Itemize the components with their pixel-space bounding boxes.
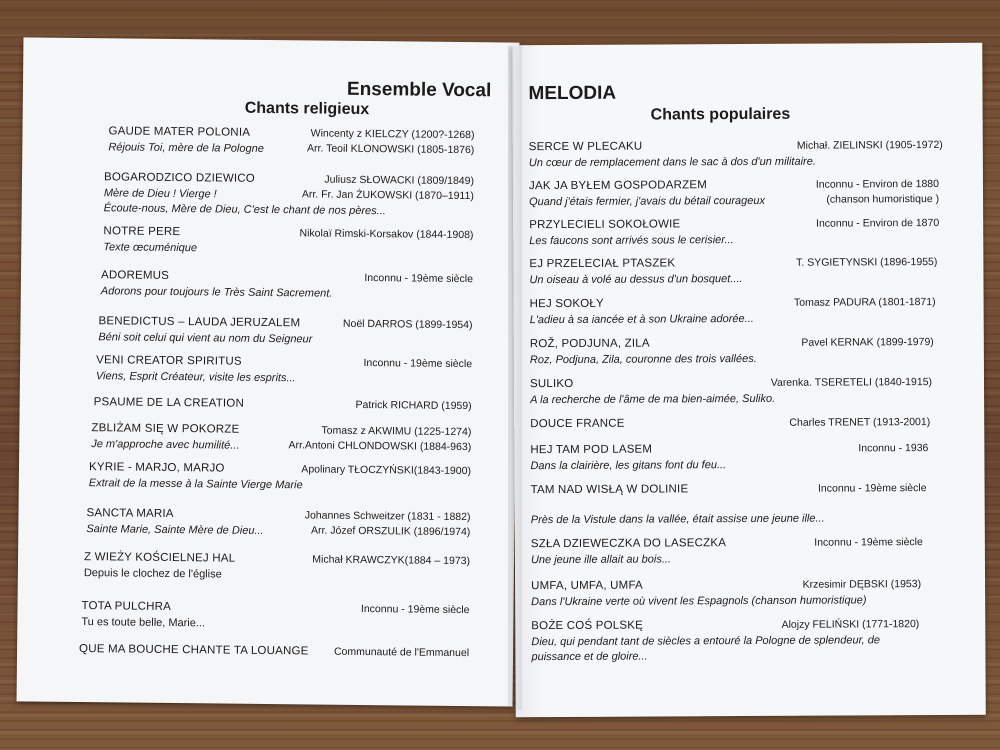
program-entry <box>530 415 931 431</box>
song-composer: Michał. ZIELINSKI (1905-1972) <box>796 138 943 152</box>
song-description: Extrait de la messe à la Sainte Vierge Marie <box>88 477 303 492</box>
song-description: Je m'approche avec humilité... <box>91 438 240 452</box>
program-entry <box>93 395 472 413</box>
song-description: A la recherche de l'âme de ma bien-aimée, Suliko. <box>530 392 776 407</box>
program-entry <box>529 216 940 248</box>
section-title: Chants religieux <box>244 99 370 119</box>
program-entry <box>530 511 925 527</box>
song-title: SZŁA DZIEWECZKA DO LASECZKA <box>530 537 727 551</box>
program-entry <box>88 460 472 492</box>
song-composer: Charles TRENET (1913-2001) <box>789 416 931 429</box>
song-composer: T. SYGIETYNSKI (1896-1955) <box>796 256 938 269</box>
program-entry <box>86 506 471 539</box>
song-composer: Pavel KERNAK (1899-1979) <box>801 336 934 349</box>
song-description: Texte œcuménique <box>103 241 198 255</box>
song-composer: Inconnu - 19ème siècle <box>363 357 473 371</box>
right-page <box>512 43 986 717</box>
song-arranger: Arr.Antoni CHLONDOWSKI (1884-963) <box>288 439 472 454</box>
song-description: Roz, Podjuna, Zila, couronne des trois vallées. <box>529 352 757 367</box>
song-composer: Tomasz PADURA (1801-1871) <box>793 296 936 309</box>
song-composer: Inconnu - 19ème siècle <box>814 536 923 549</box>
song-description: Dans la clairière, les gitans font du feu... <box>530 459 727 473</box>
song-composer: Inconnu - 19ème siècle <box>364 272 474 286</box>
song-description: Les faucons sont arrivés sous le cerisier... <box>529 234 734 248</box>
song-description: Béni soit celui qui vient au nom du Seigneur <box>98 331 313 346</box>
program-entry <box>528 177 940 209</box>
program-entry <box>531 577 922 609</box>
program-entry <box>530 481 927 497</box>
program-list-religious <box>17 37 520 706</box>
song-title: ROŽ, PODJUNA, ZILA <box>529 337 650 351</box>
program-entry <box>529 335 934 367</box>
page-title: Ensemble Vocal <box>346 78 492 102</box>
song-description: Mère de Dieu ! Vierge ! <box>103 187 217 201</box>
song-composer: Varenka. TSERETELI (1840-1915) <box>770 376 933 389</box>
song-description: Sainte Marie, Sainte Mère de Dieu... <box>86 523 264 537</box>
song-composer: Wincenty z KIELCZY (1200?-1268) <box>310 127 475 142</box>
song-arranger: (chanson humoristique ) <box>826 193 940 206</box>
song-title: HEJ TAM POD LASEM <box>530 443 653 457</box>
song-title: TAM NAD WISŁĄ W DOLINIE <box>530 483 689 497</box>
song-title: SERCE W PLECAKU <box>528 140 643 154</box>
song-title: QUE MA BOUCHE CHANTE TA LOUANGE <box>79 643 309 658</box>
program-entry <box>108 124 475 157</box>
program-entry <box>79 642 470 660</box>
song-composer: Apolinary TŁOCZYŃSKI(1843-1900) <box>301 463 472 478</box>
song-composer: Nikolaï Rimski-Korsakov (1844-1908) <box>299 227 474 242</box>
program-entry <box>530 441 929 473</box>
song-title: GAUDE MATER POLONIA <box>108 125 251 139</box>
song-title: ADOREMUS <box>100 269 170 282</box>
song-description: Un cœur de remplacement dans le sac à dos d'un militaire. <box>528 155 816 170</box>
song-title: ZBLIŻAM SIĘ W POKORZE <box>91 422 240 436</box>
song-arranger: Arr. Teoil KLONOWSKI (1805-1876) <box>306 142 475 157</box>
program-entry <box>531 617 920 664</box>
program-entry <box>103 224 474 255</box>
song-title: HEJ SOKOŁY <box>529 297 604 311</box>
song-title: VENI CREATOR SPIRITUS <box>96 354 242 368</box>
song-description: Une jeune ille allait au bois... <box>530 553 672 567</box>
song-description: Depuis le clochez de l'église <box>83 567 222 581</box>
song-composer: Inconnu - Environ de 1880 <box>815 178 940 191</box>
song-title: SANCTA MARIA <box>86 507 174 521</box>
song-description: L'adieu à sa iancée et à son Ukraine adorée... <box>529 312 754 327</box>
song-composer: Inconnu - Environ de 1870 <box>815 217 940 230</box>
song-composer: Inconnu - 1936 <box>858 442 929 455</box>
song-description-continued: puissance et de gloire... <box>531 650 648 664</box>
song-description: Adorons pour toujours le Très Saint Sacrement. <box>100 285 333 300</box>
song-title: NOTRE PERE <box>103 225 181 239</box>
song-composer: Noël DARROS (1899-1954) <box>342 317 473 332</box>
program-entry <box>103 170 475 218</box>
song-title: BENEDICTUS – LAUDA JERUZALEM <box>98 315 301 330</box>
song-title: JAK JA BYŁEM GOSPODARZEM <box>528 179 707 193</box>
song-title: EJ PRZELECIAŁ PTASZEK <box>529 257 676 271</box>
song-title: KYRIE - MARJO, MARJO <box>88 461 225 475</box>
song-description: Tu es toute belle, Marie... <box>81 616 206 630</box>
song-title: DOUCE FRANCE <box>530 417 625 431</box>
left-page <box>17 37 520 706</box>
song-title: BOŻE COŚ POLSKĘ <box>531 619 643 633</box>
program-list-popular <box>512 43 986 717</box>
song-title: PRZYLECIELI SOKOŁOWIE <box>529 218 681 232</box>
song-title: PSAUME DE LA CREATION <box>93 396 245 410</box>
program-entry <box>95 353 473 385</box>
song-composer: Juliusz SŁOWACKI (1809/1849) <box>324 173 475 188</box>
program-entry <box>81 599 470 630</box>
program-entry <box>529 375 933 407</box>
song-title: SULIKO <box>529 377 574 391</box>
song-description: Un oiseau à volé au dessus d'un bosquet.... <box>529 273 743 287</box>
song-title: UMFA, UMFA, UMFA <box>531 579 643 593</box>
song-description-continued: Écoute-nous, Mère de Dieu, C'est le chant de nos pères... <box>103 202 386 218</box>
song-composer: Communauté de l'Emmanuel <box>333 645 470 660</box>
song-description: Près de la Vistule dans la vallée, était assise une jeune ille... <box>530 512 825 527</box>
program-entry <box>530 535 923 567</box>
program-entry <box>529 255 938 287</box>
song-composer: Inconnu - 19ème siècle <box>817 482 927 495</box>
program-entry <box>529 295 936 327</box>
song-composer: Patrick RICHARD (1959) <box>355 398 472 413</box>
song-composer: Johannes Schweitzer (1831 - 1882) <box>304 509 471 524</box>
song-composer: Tomasz z AKWIMU (1225-1274) <box>321 424 472 439</box>
song-description: Viens, Esprit Créateur, visite les esprits... <box>95 370 296 385</box>
song-description: Quand j'étais fermier, j'avais du bétail courageux <box>529 194 766 209</box>
page-fold <box>508 46 522 710</box>
song-title: BOGARODZICO DZIEWICO <box>103 171 256 185</box>
song-title: Z WIEŻY KOŚCIELNEJ HAL <box>83 551 236 565</box>
program-entry <box>100 268 474 300</box>
song-description: Réjouis Toi, mère de la Pologne <box>108 141 264 155</box>
song-arranger: Arr. Fr. Jan ŻUKOWSKI (1870–1911) <box>301 188 474 203</box>
song-composer: Krzesimir DĘBSKI (1953) <box>802 578 922 591</box>
song-description: Dans l'Ukraine verte où vivent les Espagnols (chanson humoristique) <box>531 594 867 609</box>
page-title: MELODIA <box>528 82 617 105</box>
program-entry <box>83 550 471 581</box>
song-description: Dieu, qui pendant tant de siècles a entouré la Pologne de splendeur, de <box>531 634 880 649</box>
section-title: Chants populaires <box>650 105 791 124</box>
program-entry <box>528 138 943 170</box>
song-title: TOTA PULCHRA <box>81 600 172 613</box>
song-arranger: Arr. Józef ORSZULIK (1896/1974) <box>310 524 471 539</box>
program-entry <box>91 421 472 454</box>
song-composer: Inconnu - 19ème siècle <box>360 602 470 617</box>
program-entry <box>98 314 473 346</box>
song-composer: Michał KRAWCZYK(1884 – 1973) <box>312 553 471 568</box>
song-composer: Alojzy FELIŃSKI (1771-1820) <box>781 618 920 631</box>
